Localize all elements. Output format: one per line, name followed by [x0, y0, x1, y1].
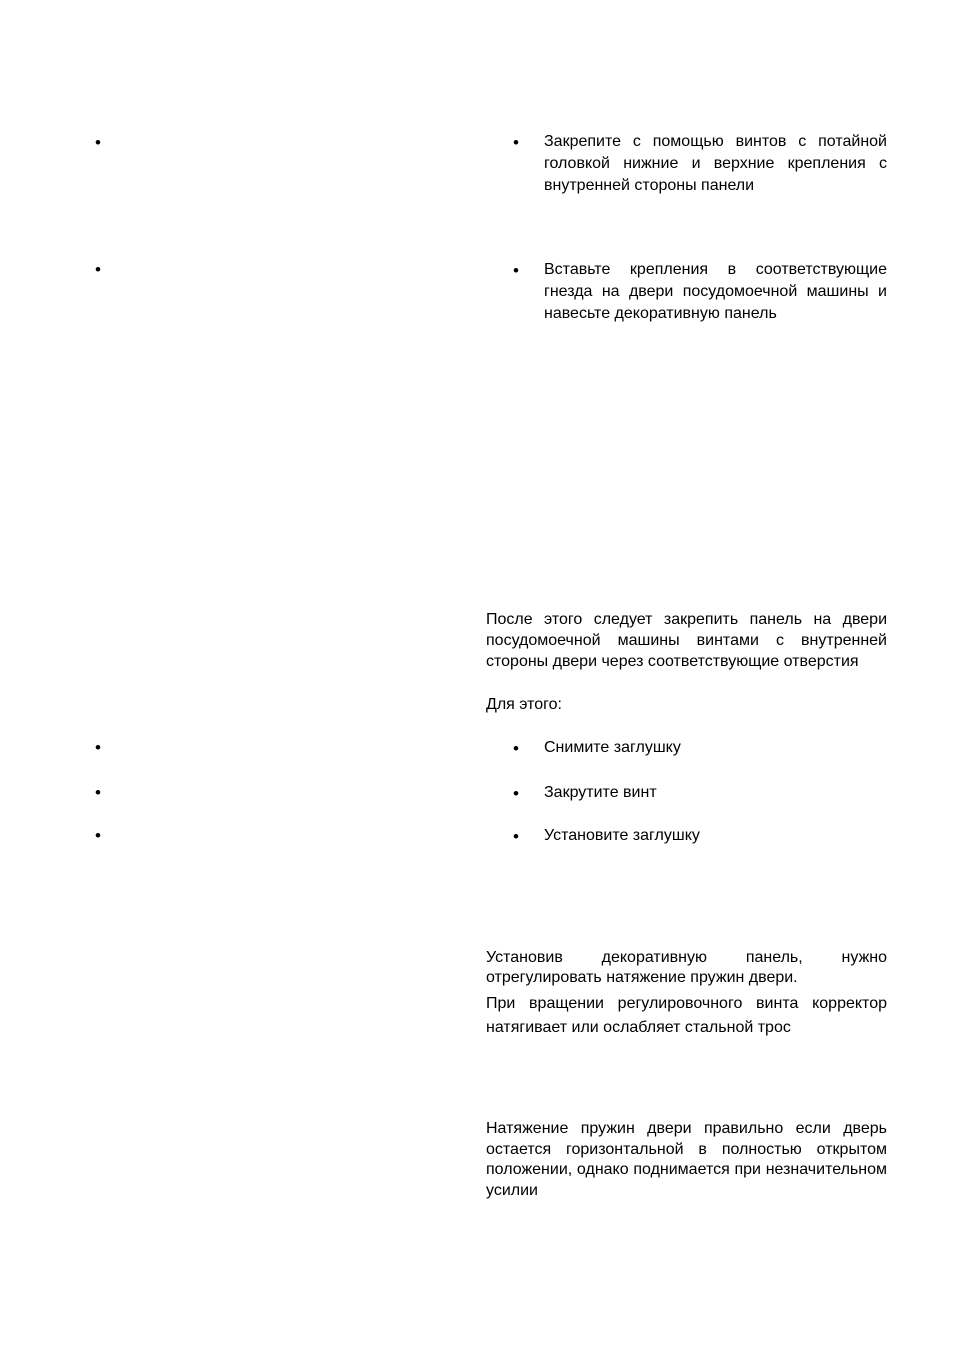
step-install-cap: Установите заглушку	[544, 827, 700, 844]
left-bullet-2: •	[95, 260, 101, 279]
paragraph-for-this: Для этого:	[486, 696, 562, 713]
right-bullet-4: •	[513, 784, 519, 803]
paragraph-adjust-springs: Установив декоративную панель, нужно отрегулировать натяжение пружин двери.	[486, 949, 887, 986]
left-bullet-5: •	[95, 826, 101, 845]
left-bullet-3: •	[95, 738, 101, 757]
step-tighten-screw: Закрутите винт	[544, 784, 657, 801]
paragraph-adjusting-screw: При вращении регулировочного винта корректор натягивает или ослабляет стальной трос	[486, 995, 887, 1036]
left-bullet-4: •	[95, 783, 101, 802]
right-bullet-2: •	[513, 261, 519, 280]
list-item-fasten-mounts: Закрепите с помощью винтов с потайной головкой нижние и верхние крепления с внутренней стороны панели	[544, 133, 887, 194]
step-remove-cap: Снимите заглушку	[544, 739, 681, 756]
list-item-insert-mounts: Вставьте крепления в соответствующие гнезда на двери посудомоечной машины и навесьте декоративную панель	[544, 261, 887, 322]
paragraph-spring-tension: Натяжение пружин двери правильно если дверь остается горизонтальной в полностью открытом положении, однако поднимается при незначительном усилии	[486, 1120, 887, 1199]
left-bullet-1: •	[95, 133, 101, 152]
right-bullet-5: •	[513, 827, 519, 846]
paragraph-fasten-panel: После этого следует закрепить панель на двери посудомоечной машины винтами с внутренней стороны двери через соответствующие отверстия	[486, 611, 887, 670]
right-bullet-1: •	[513, 133, 519, 152]
right-bullet-3: •	[513, 739, 519, 758]
